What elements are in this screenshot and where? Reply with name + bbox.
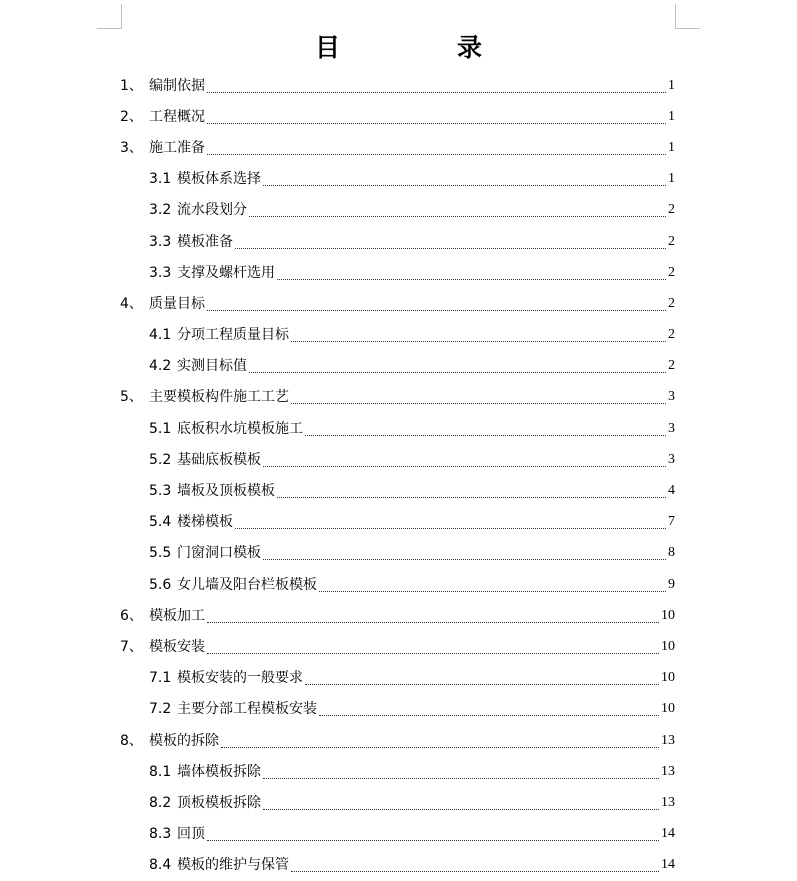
toc-entry-page-number: 2 [668,264,675,280]
toc-entry-page-number: 4 [668,483,675,499]
toc-entry-number: 7、 [120,638,143,655]
toc-entry-number: 5.5 [149,545,172,562]
toc-entry[interactable] [120,382,675,413]
toc-entry-label: 分项工程质量目标 [177,327,289,344]
toc-entry-label: 工程概况 [149,108,205,125]
toc-entry-number: 8、 [120,732,143,749]
toc-entry[interactable] [120,257,675,288]
toc-dot-leader [235,515,666,529]
toc-entry-label: 模板的拆除 [149,732,219,749]
toc-dot-leader [207,609,659,623]
toc-dot-leader [291,328,666,342]
toc-entry-label: 楼梯模板 [177,514,233,531]
toc-entry-number: 1、 [120,77,143,94]
toc-entry[interactable] [120,725,675,756]
toc-entry[interactable] [120,132,675,163]
toc-entry[interactable] [120,413,675,444]
page-corner-mark-top-right [675,4,700,29]
toc-entry-page-number: 10 [661,607,675,623]
toc-entry-page-number: 8 [668,545,675,561]
toc-dot-leader [235,235,666,249]
toc-entry[interactable] [120,226,675,257]
toc-entry-number: 3、 [120,139,143,156]
toc-entry-label: 女儿墙及阳台栏板模板 [177,576,317,593]
toc-entry[interactable] [120,351,675,382]
toc-entry-number: 4.2 [149,358,172,375]
toc-entry-page-number: 1 [668,77,675,93]
toc-entry-number: 2、 [120,108,143,125]
toc-dot-leader [207,79,666,93]
toc-entry-page-number: 2 [668,202,675,218]
page-corner-mark-top-left [97,4,122,29]
toc-entry-page-number: 1 [668,171,675,187]
toc-entry-page-number: 14 [661,857,675,873]
toc-entry-page-number: 3 [668,420,675,436]
toc-entry-page-number: 10 [661,638,675,654]
toc-entry-page-number: 2 [668,295,675,311]
toc-entry[interactable] [120,850,675,881]
toc-entry-number: 5.6 [149,576,172,593]
toc-entry-number: 5.2 [149,451,172,468]
toc-entry-page-number: 13 [661,794,675,810]
toc-entry[interactable] [120,569,675,600]
toc-entry-page-number: 10 [661,670,675,686]
toc-entry-label: 模板安装的一般要求 [177,670,303,687]
toc-dot-leader [249,359,666,373]
toc-entry-label: 墙体模板拆除 [177,763,261,780]
toc-entry[interactable] [120,195,675,226]
toc-entry[interactable] [120,507,675,538]
toc-entry-label: 质量目标 [149,295,205,312]
toc-entry[interactable] [120,288,675,319]
toc-dot-leader [221,734,659,748]
toc-entry-page-number: 3 [668,389,675,405]
toc-entry-number: 8.2 [149,794,172,811]
toc-entry[interactable] [120,787,675,818]
toc-entry-page-number: 3 [668,451,675,467]
toc-entry-page-number: 1 [668,139,675,155]
toc-entry-number: 7.1 [149,670,172,687]
toc-dot-leader [305,422,666,436]
toc-dot-leader [305,671,659,685]
toc-dot-leader [291,390,666,404]
toc-entry-label: 实测目标值 [177,358,247,375]
toc-entry-number: 3.3 [149,233,172,250]
toc-entry-label: 模板准备 [177,233,233,250]
toc-entry-label: 模板安装 [149,638,205,655]
toc-entry[interactable] [120,538,675,569]
toc-dot-leader [291,858,659,872]
toc-dot-leader [277,484,666,498]
toc-entry-number: 6、 [120,607,143,624]
toc-entry-label: 回顶 [177,826,205,843]
toc-entry-label: 模板加工 [149,607,205,624]
toc-entry-label: 模板的维护与保管 [177,857,289,874]
toc-entry-label: 模板体系选择 [177,171,261,188]
toc-entry-label: 门窗洞口模板 [177,545,261,562]
toc-dot-leader [319,578,666,592]
toc-entry-number: 5、 [120,389,143,406]
toc-entry-page-number: 14 [661,826,675,842]
toc-entry[interactable] [120,694,675,725]
toc-entry-number: 3.2 [149,202,172,219]
toc-entry-label: 底板积水坑模板施工 [177,420,303,437]
toc-entry[interactable] [120,320,675,351]
toc-dot-leader [263,453,666,467]
table-of-contents [120,70,675,881]
toc-dot-leader [207,297,666,311]
toc-entry-number: 8.3 [149,826,172,843]
toc-entry-number: 5.3 [149,483,172,500]
toc-entry-page-number: 7 [668,514,675,530]
toc-entry[interactable] [120,663,675,694]
toc-entry-number: 4.1 [149,327,172,344]
toc-entry-label: 顶板模板拆除 [177,794,261,811]
toc-entry-page-number: 13 [661,763,675,779]
toc-entry-number: 5.4 [149,514,172,531]
toc-entry-page-number: 10 [661,701,675,717]
toc-entry-number: 7.2 [149,701,172,718]
toc-dot-leader [263,546,666,560]
toc-entry-label: 基础底板模板 [177,451,261,468]
toc-dot-leader [263,172,666,186]
toc-entry-page-number: 2 [668,233,675,249]
toc-entry[interactable] [120,101,675,132]
toc-dot-leader [207,141,666,155]
toc-entry-label: 流水段划分 [177,202,247,219]
toc-entry-page-number: 9 [668,576,675,592]
toc-entry[interactable] [120,756,675,787]
toc-dot-leader [263,796,659,810]
toc-entry[interactable] [120,631,675,662]
toc-entry-number: 5.1 [149,420,172,437]
toc-entry-label: 主要模板构件施工工艺 [149,389,289,406]
toc-entry-number: 3.1 [149,171,172,188]
toc-entry[interactable] [120,600,675,631]
toc-entry-label: 主要分部工程模板安装 [177,701,317,718]
toc-entry-page-number: 2 [668,358,675,374]
toc-entry[interactable] [120,444,675,475]
toc-entry-page-number: 1 [668,108,675,124]
toc-entry-label: 编制依据 [149,77,205,94]
toc-dot-leader [207,110,666,124]
toc-entry[interactable] [120,164,675,195]
toc-entry[interactable] [120,475,675,506]
toc-entry-number: 3.3 [149,264,172,281]
toc-dot-leader [207,640,659,654]
toc-entry-page-number: 13 [661,732,675,748]
toc-entry-label: 墙板及顶板模板 [177,483,275,500]
toc-entry-number: 4、 [120,295,143,312]
toc-entry[interactable] [120,819,675,850]
toc-dot-leader [249,203,666,217]
toc-entry[interactable] [120,70,675,101]
toc-entry-number: 8.4 [149,857,172,874]
toc-title: 目 录 [314,33,528,62]
toc-entry-number: 8.1 [149,763,172,780]
toc-dot-leader [319,702,659,716]
toc-dot-leader [277,266,666,280]
toc-entry-page-number: 2 [668,327,675,343]
toc-dot-leader [263,765,659,779]
toc-entry-label: 施工准备 [149,139,205,156]
toc-dot-leader [207,827,659,841]
toc-entry-label: 支撑及螺杆选用 [177,264,275,281]
